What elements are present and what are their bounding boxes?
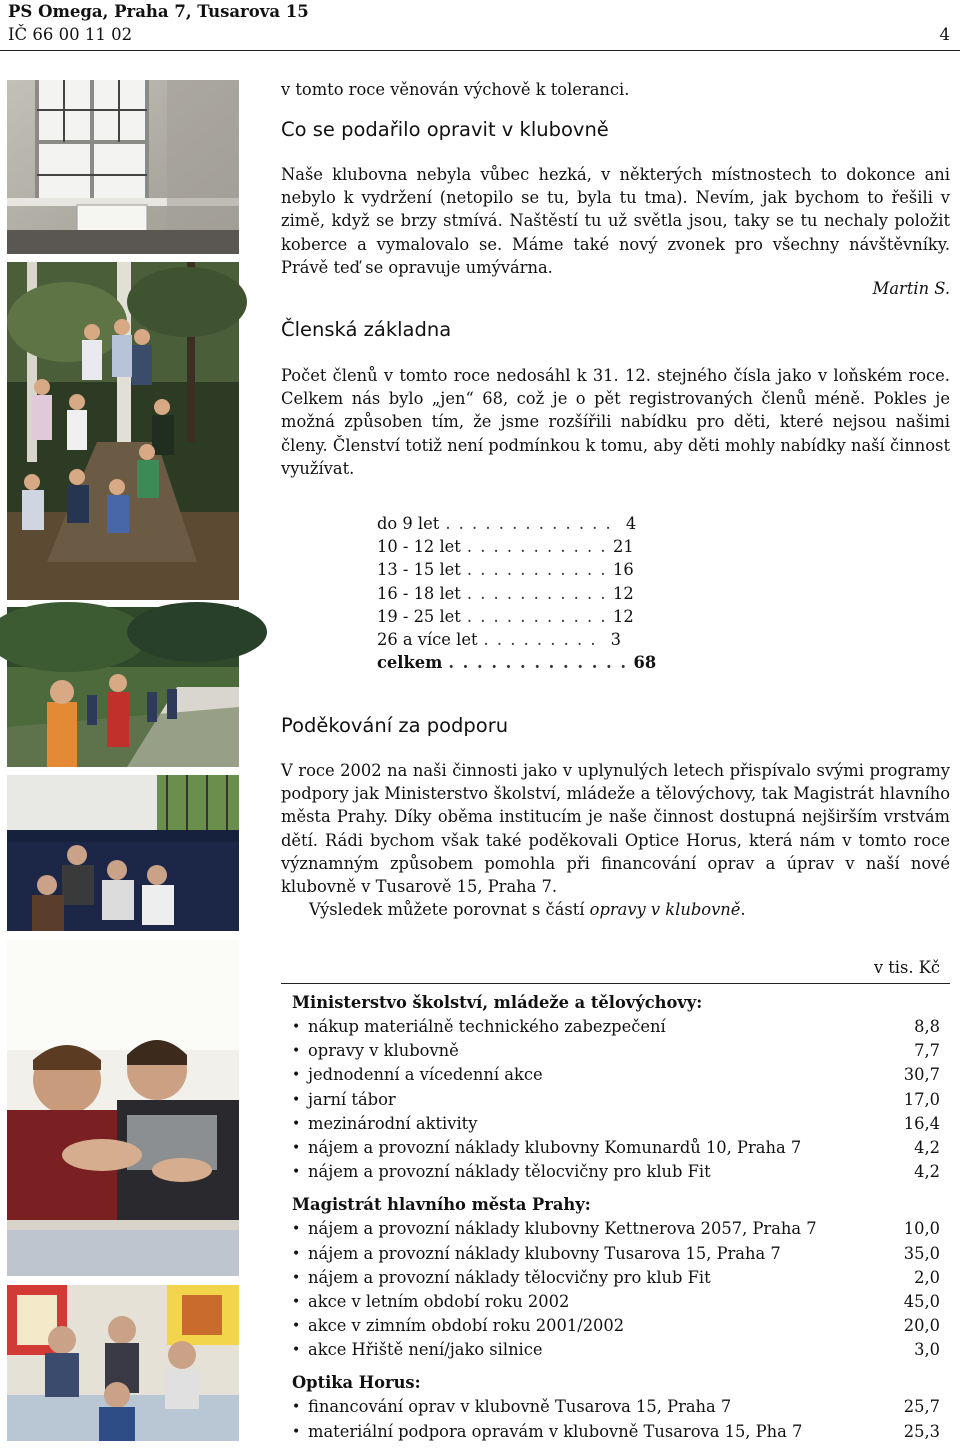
intro-text: v tomto roce věnován výchově k toleranci.	[281, 80, 630, 99]
funding-group-title: Ministerstvo školství, mládeže a tělovýchovy:	[292, 993, 703, 1012]
bullet-icon: •	[292, 1423, 301, 1440]
page-header	[8, 0, 309, 46]
stat-label: 16 - 18 let	[377, 583, 461, 603]
stat-total-label: celkem	[377, 653, 443, 673]
funding-item: nájem a provozní náklady tělocvičny pro klub Fit	[308, 1162, 711, 1182]
organization-name: PS Omega, Praha 7, Tusarova 15	[8, 2, 309, 21]
funding-item: akce Hřiště není/jako silnice	[308, 1340, 543, 1360]
funding-row	[281, 1015, 950, 1039]
funding-item: financování oprav v klubovně Tusarova 15, Praha 7	[308, 1397, 732, 1417]
stat-row	[377, 558, 634, 581]
intro-paragraph	[281, 78, 950, 101]
funding-amount: 20,0	[903, 1316, 940, 1336]
signature: Martin S.	[872, 279, 950, 298]
funding-amount: 7,7	[914, 1041, 940, 1061]
result-prefix: Výsledek můžete porovnat s částí	[309, 900, 590, 920]
result-reference: opravy v klubovně	[589, 900, 741, 920]
funding-row	[281, 1160, 950, 1184]
bullet-icon: •	[292, 1067, 301, 1084]
bullet-icon: •	[292, 1091, 301, 1108]
bullet-icon: •	[292, 1043, 301, 1060]
bullet-icon: •	[292, 1221, 301, 1238]
stat-row	[377, 535, 634, 558]
unit-label: v tis. Kč	[873, 958, 940, 977]
photo-group-forest	[7, 262, 239, 600]
repairs-text: Naše klubovna nebyla vůbec hezká, v některých místnostech to dokonce ani nebylo k vydržení (netopilo se tu, byla tu tma). Nevím, jak bychom to řešili v zimě, když se brzy stmívá. Naštěstí tu už světla jsou, taky se tu nechaly položit koberce a vymalovalo se. Máme také nový zvonek pro všechny návštěvníky. Právě teď se opravuje umývárna.	[281, 165, 950, 277]
bullet-icon: •	[292, 1293, 301, 1310]
stat-leader-dots: . . . . . . . . .	[483, 629, 597, 649]
stat-value: 3	[610, 629, 621, 649]
funding-item: mezinárodní aktivity	[308, 1113, 478, 1133]
stat-total-value: 68	[633, 653, 657, 673]
members-paragraph	[281, 364, 950, 480]
photo-kids-indoor	[7, 775, 239, 931]
funding-item: opravy v klubovně	[308, 1041, 459, 1061]
section-title-members: Členská základna	[281, 318, 452, 341]
thanks-paragraph	[281, 759, 950, 921]
photo-clubroom-window	[7, 80, 239, 254]
funding-amount: 45,0	[903, 1291, 940, 1311]
result-sentence	[281, 898, 950, 921]
funding-row	[281, 1266, 950, 1290]
funding-amount: 4,2	[914, 1137, 940, 1157]
funding-row	[281, 1420, 950, 1444]
stat-leader-dots: . . . . . . . . . . .	[466, 537, 608, 557]
stat-value: 4	[625, 514, 637, 533]
stat-label: do 9 let	[377, 514, 440, 533]
stat-label: 26 a více let	[377, 629, 478, 649]
funding-amount: 10,0	[903, 1219, 940, 1239]
photo-hike-path	[7, 607, 239, 767]
bullet-icon: •	[292, 1019, 301, 1035]
funding-row	[281, 1314, 950, 1338]
funding-item: materiální podpora opravám v klubovně Tusarova 15, Pha 7	[308, 1421, 803, 1441]
bullet-icon: •	[292, 1318, 301, 1335]
funding-item: nájem a provozní náklady klubovny Kettnerova 2057, Praha 7	[308, 1219, 817, 1239]
stat-value: 21	[613, 537, 634, 557]
funding-amount: 35,0	[903, 1243, 940, 1263]
section-title-repairs: Co se podařilo opravit v klubovně	[281, 118, 609, 141]
funding-row	[281, 1112, 950, 1136]
bullet-icon: •	[292, 1399, 301, 1416]
stat-leader-dots: . . . . . . . . . . . . .	[445, 514, 613, 533]
section-title-thanks: Poděkování za podporu	[281, 714, 509, 737]
funding-item: akce v zimním období roku 2001/2002	[308, 1316, 625, 1336]
funding-item: jednodenní a vícedenní akce	[308, 1065, 543, 1085]
funding-item: jarní tábor	[308, 1089, 396, 1109]
table-rule	[281, 983, 950, 984]
bullet-icon: •	[292, 1115, 301, 1132]
funding-amount: 3,0	[914, 1340, 940, 1360]
stat-value: 12	[613, 606, 634, 626]
funding-item: nájem a provozní náklady tělocvičny pro klub Fit	[308, 1267, 711, 1287]
stat-leader-dots: . . . . . . . . . . .	[466, 560, 608, 580]
thanks-text: V roce 2002 na naši činnosti jako v uplynulých letech přispívalo svými programy podpory jak Ministerstvo školství, mládeže a tělovýchovy, tak Magistrát hlavního města Prahy. Díky oběma institucím je naše činnost dostupná nejširším vrstvám dětí. Rádi bychom však také poděkovali Optice Horus, která nám v tomto roce významným způsobem pomohla při financování oprav a úprav v naší nové klubovně v Tusarově 15, Praha 7.	[281, 761, 950, 897]
stat-row	[377, 582, 634, 605]
funding-amount: 8,8	[914, 1017, 940, 1036]
funding-row	[281, 1290, 950, 1314]
members-text: Počet členů v tomto roce nedosáhl k 31. 12. stejného čísla jako v loňském roce. Celkem nás bylo „jen“ 68, což je o pět registrovaných členů méně. Pokles je možná způsoben tím, že jsme rozšířili nabídku pro děti, které nejsou našimi členy. Členství totiž není podmínkou k tomu, aby děti mohly nabídky naší činnost využívat.	[281, 366, 950, 478]
photo-kids-closeup	[7, 940, 239, 1276]
stat-label: 10 - 12 let	[377, 537, 461, 557]
group-spacer	[281, 1184, 950, 1190]
stat-leader-dots: . . . . . . . . . . . . .	[448, 653, 628, 673]
funding-amount: 30,7	[903, 1065, 940, 1085]
stat-label: 19 - 25 let	[377, 606, 461, 626]
stat-row	[377, 512, 637, 535]
funding-row	[281, 1395, 950, 1419]
stat-value: 12	[613, 583, 634, 603]
bullet-icon: •	[292, 1245, 301, 1262]
funding-item: akce v letním období roku 2002	[308, 1291, 570, 1311]
age-stats-list	[377, 512, 657, 674]
funding-item: nákup materiálně technického zabezpečení	[308, 1017, 666, 1036]
funding-row	[281, 1242, 950, 1266]
photo-kids-table	[7, 1285, 239, 1441]
funding-row	[281, 1088, 950, 1112]
stat-value: 16	[613, 560, 634, 580]
funding-item: nájem a provozní náklady klubovny Tusarova 15, Praha 7	[308, 1243, 781, 1263]
stat-leader-dots: . . . . . . . . . . .	[466, 606, 608, 626]
funding-group-title: Optika Horus:	[292, 1373, 421, 1393]
group-spacer	[281, 1362, 950, 1368]
funding-amount: 25,3	[903, 1421, 940, 1441]
header-rule	[0, 50, 960, 51]
funding-row	[281, 1063, 950, 1087]
funding-row	[281, 1217, 950, 1241]
page-number: 4	[939, 25, 950, 44]
funding-row	[281, 1136, 950, 1160]
stat-leader-dots: . . . . . . . . . . .	[466, 583, 608, 603]
funding-table	[281, 955, 950, 1444]
funding-item: nájem a provozní náklady klubovny Komunardů 10, Praha 7	[308, 1137, 802, 1157]
bullet-icon: •	[292, 1342, 301, 1359]
funding-amount: 17,0	[903, 1089, 940, 1109]
stat-row	[377, 628, 621, 651]
funding-amount: 4,2	[914, 1162, 940, 1182]
result-suffix: .	[740, 900, 746, 920]
bullet-icon: •	[292, 1164, 301, 1181]
funding-amount: 16,4	[903, 1113, 940, 1133]
bullet-icon: •	[292, 1269, 301, 1286]
funding-amount: 25,7	[903, 1397, 940, 1417]
repairs-paragraph	[281, 163, 950, 279]
funding-group-title: Magistrát hlavního města Prahy:	[292, 1195, 591, 1215]
stat-row-total	[377, 651, 657, 674]
organization-id: IČ 66 00 11 02	[8, 25, 133, 44]
funding-amount: 2,0	[914, 1267, 940, 1287]
bullet-icon: •	[292, 1139, 301, 1156]
stat-label: 13 - 15 let	[377, 560, 461, 580]
stat-row	[377, 605, 634, 628]
funding-row	[281, 1338, 950, 1362]
funding-row	[281, 1039, 950, 1063]
